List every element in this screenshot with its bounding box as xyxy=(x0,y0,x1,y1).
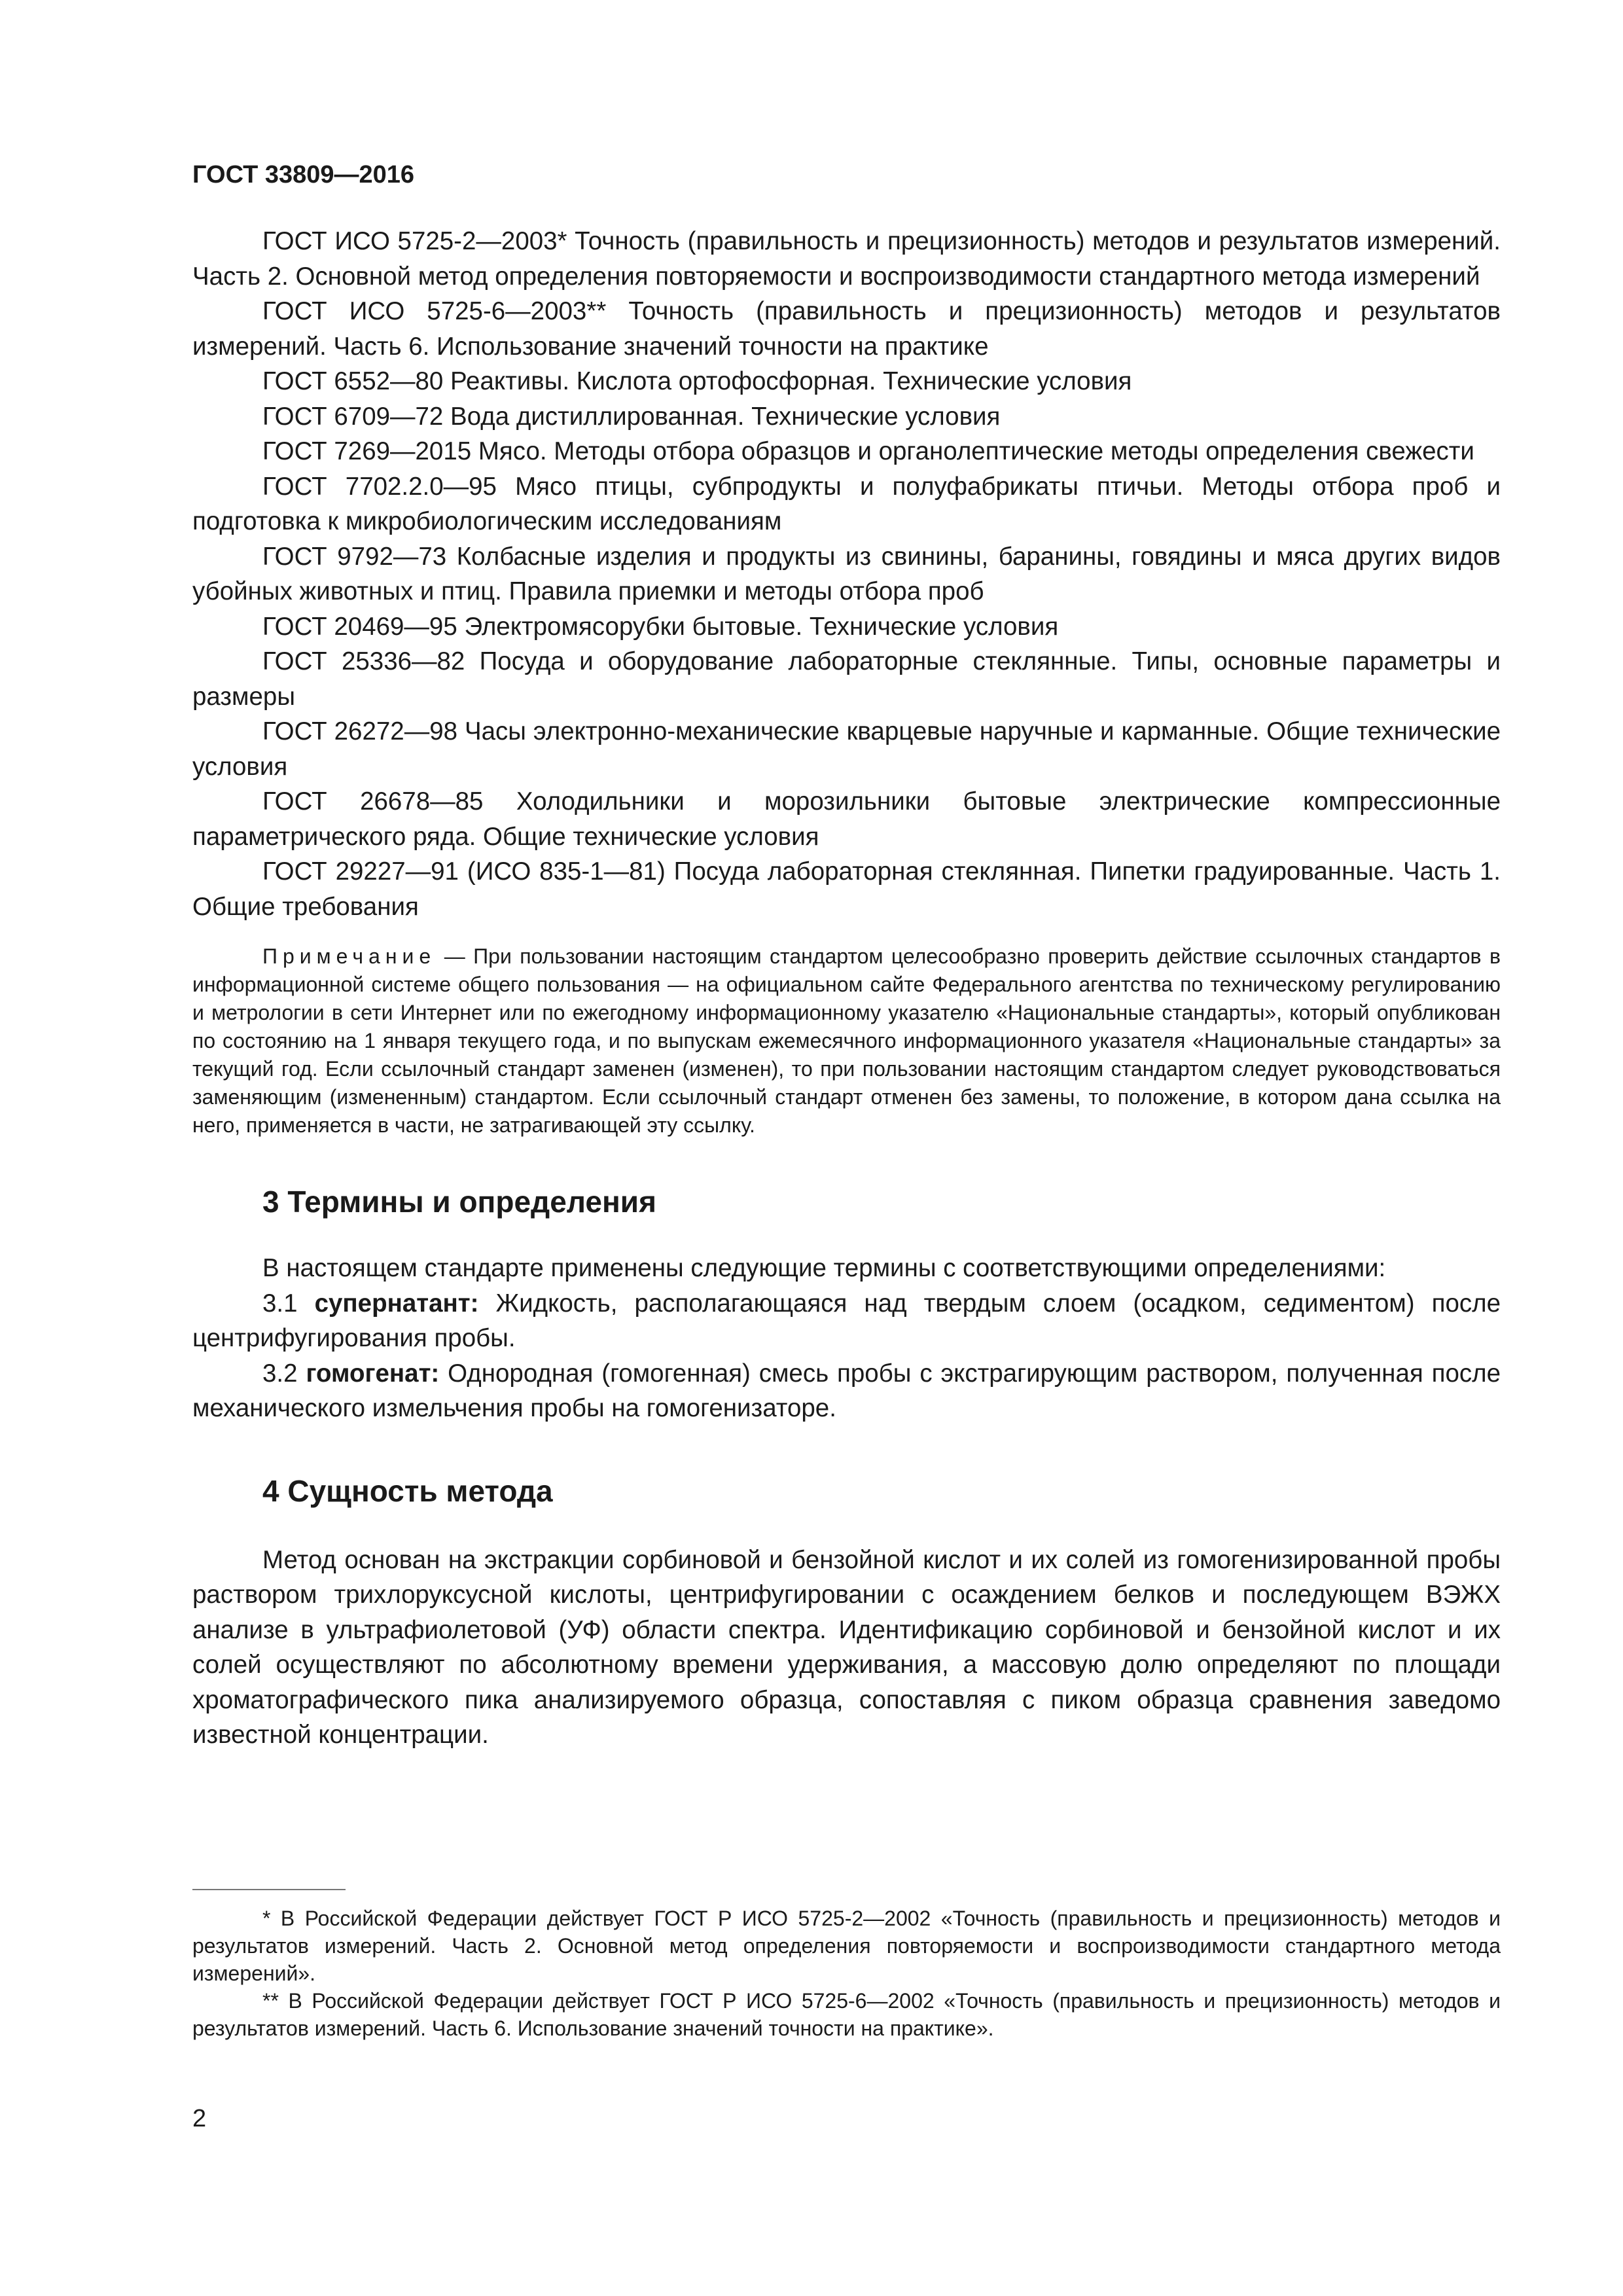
normative-references-list xyxy=(192,224,1501,924)
reference-item: ГОСТ 26272—98 Часы электронно-механические кварцевые наручные и карманные. Общие технические условия xyxy=(192,717,1501,781)
reference-item: ГОСТ 29227—91 (ИСО 835-1—81) Посуда лабораторная стеклянная. Пипетки градуированные. Часть 1. Общие требования xyxy=(192,857,1501,921)
term-text: Однородная (гомогенная) смесь пробы с экстрагирующим раствором, полученная после механического измельчения пробы на гомогенизаторе. xyxy=(192,1359,1501,1422)
document-body xyxy=(192,224,1501,1753)
footnotes xyxy=(192,1905,1501,2042)
reference-item: ГОСТ 20469—95 Электромясорубки бытовые. Технические условия xyxy=(262,612,1059,641)
footnote-item: * В Российской Федерации действует ГОСТ Р ИСО 5725-2—2002 «Точность (правильность и прецизионность) методов и результатов измерений. Часть 2. Основной метод определения повторяемости и воспроизводимости стандартного метода измерений». xyxy=(192,1907,1501,1985)
section-3-heading: 3 Термины и определения xyxy=(262,1185,656,1219)
reference-item: ГОСТ 7702.2.0—95 Мясо птицы, субпродукты и полуфабрикаты птичьи. Методы отбора проб и подготовка к микробиологическим исследованиям xyxy=(192,472,1501,535)
note-text: — При пользовании настоящим стандартом целесообразно проверить действие ссылочных стандартов в информационной системе общего пользования — на официальном сайте Федерального агентства по техническому регулированию и метрологии в сети Интернет или по ежегодному информационному указателю «Национальные стандарты», который опубликован по состоянию на 1 января текущего года, и по выпускам ежемесячного информационного указателя «Национальные стандарты» за текущий год. Если ссылочный стандарт заменен (изменен), то при пользовании настоящим стандартом следует руководствоваться заменяющим (измененным) стандартом. Если ссылочный стандарт отменен без замены, то положение, в котором дана ссылка на него, применяется в части, не затрагивающей эту ссылку. xyxy=(192,944,1501,1137)
note-label: Примечание xyxy=(262,944,437,968)
page-number: 2 xyxy=(192,2105,207,2132)
term-text: Жидкость, располагающаяся над твердым слоем (осадком, седиментом) после центрифугирования пробы. xyxy=(192,1289,1501,1352)
reference-item: ГОСТ 9792—73 Колбасные изделия и продукты из свинины, баранины, говядины и мяса других видов убойных животных и птиц. Правила приемки и методы отбора проб xyxy=(192,542,1501,605)
section-4-heading: 4 Сущность метода xyxy=(262,1473,553,1508)
term-definition xyxy=(192,1356,1501,1426)
reference-item: ГОСТ ИСО 5725-2—2003* Точность (правильность и прецизионность) методов и результатов измерений. Часть 2. Основной метод определения повторяемости и воспроизводимости стандартного метода измерений xyxy=(192,227,1501,291)
section-4-body xyxy=(192,1543,1501,1753)
note-paragraph xyxy=(192,942,1501,1139)
reference-item: ГОСТ 6552—80 Реактивы. Кислота ортофосфорная. Технические условия xyxy=(262,367,1132,395)
footnote-separator xyxy=(192,1889,346,1890)
reference-item: ГОСТ 25336—82 Посуда и оборудование лабораторные стеклянные. Типы, основные параметры и размеры xyxy=(192,647,1501,711)
reference-item: ГОСТ 26678—85 Холодильники и морозильники бытовые электрические компрессионные параметрического ряда. Общие технические условия xyxy=(192,787,1501,851)
term-definition xyxy=(192,1286,1501,1356)
term-number: 3.2 xyxy=(262,1359,298,1388)
document-code: ГОСТ 33809—2016 xyxy=(192,161,415,188)
section-3-intro: В настоящем стандарте применены следующие термины с соответствующими определениями: xyxy=(262,1254,1386,1282)
reference-item: ГОСТ 6709—72 Вода дистиллированная. Технические условия xyxy=(262,402,1001,431)
section-3-body xyxy=(192,1251,1501,1426)
term-name: супернатант: xyxy=(314,1289,479,1318)
section-4-text: Метод основан на экстракции сорбиновой и бензойной кислот и их солей из гомогенизированной пробы раствором трихлоруксусной кислоты, центрифугировании с осаждением белков и последующем ВЭЖХ анализе в ультрафиолетовой (УФ) области спектра. Идентификацию сорбиновой и бензойной кислот и их солей осуществляют по абсолютному времени удерживания, а массовую долю определяют по площади хроматографического пика анализируемого образца, сопоставляя с пиком образца сравнения заведомо известной концентрации. xyxy=(192,1545,1501,1749)
term-name: гомогенат: xyxy=(306,1359,440,1388)
term-number: 3.1 xyxy=(262,1289,298,1318)
reference-item: ГОСТ 7269—2015 Мясо. Методы отбора образцов и органолептические методы определения свежести xyxy=(262,437,1474,465)
footnote-item: ** В Российской Федерации действует ГОСТ Р ИСО 5725-6—2002 «Точность (правильность и прецизионность) методов и результатов измерений. Часть 6. Использование значений точности на практике». xyxy=(192,1989,1501,2040)
reference-item: ГОСТ ИСО 5725-6—2003** Точность (правильность и прецизионность) методов и результатов измерений. Часть 6. Использование значений точности на практике xyxy=(192,297,1501,361)
